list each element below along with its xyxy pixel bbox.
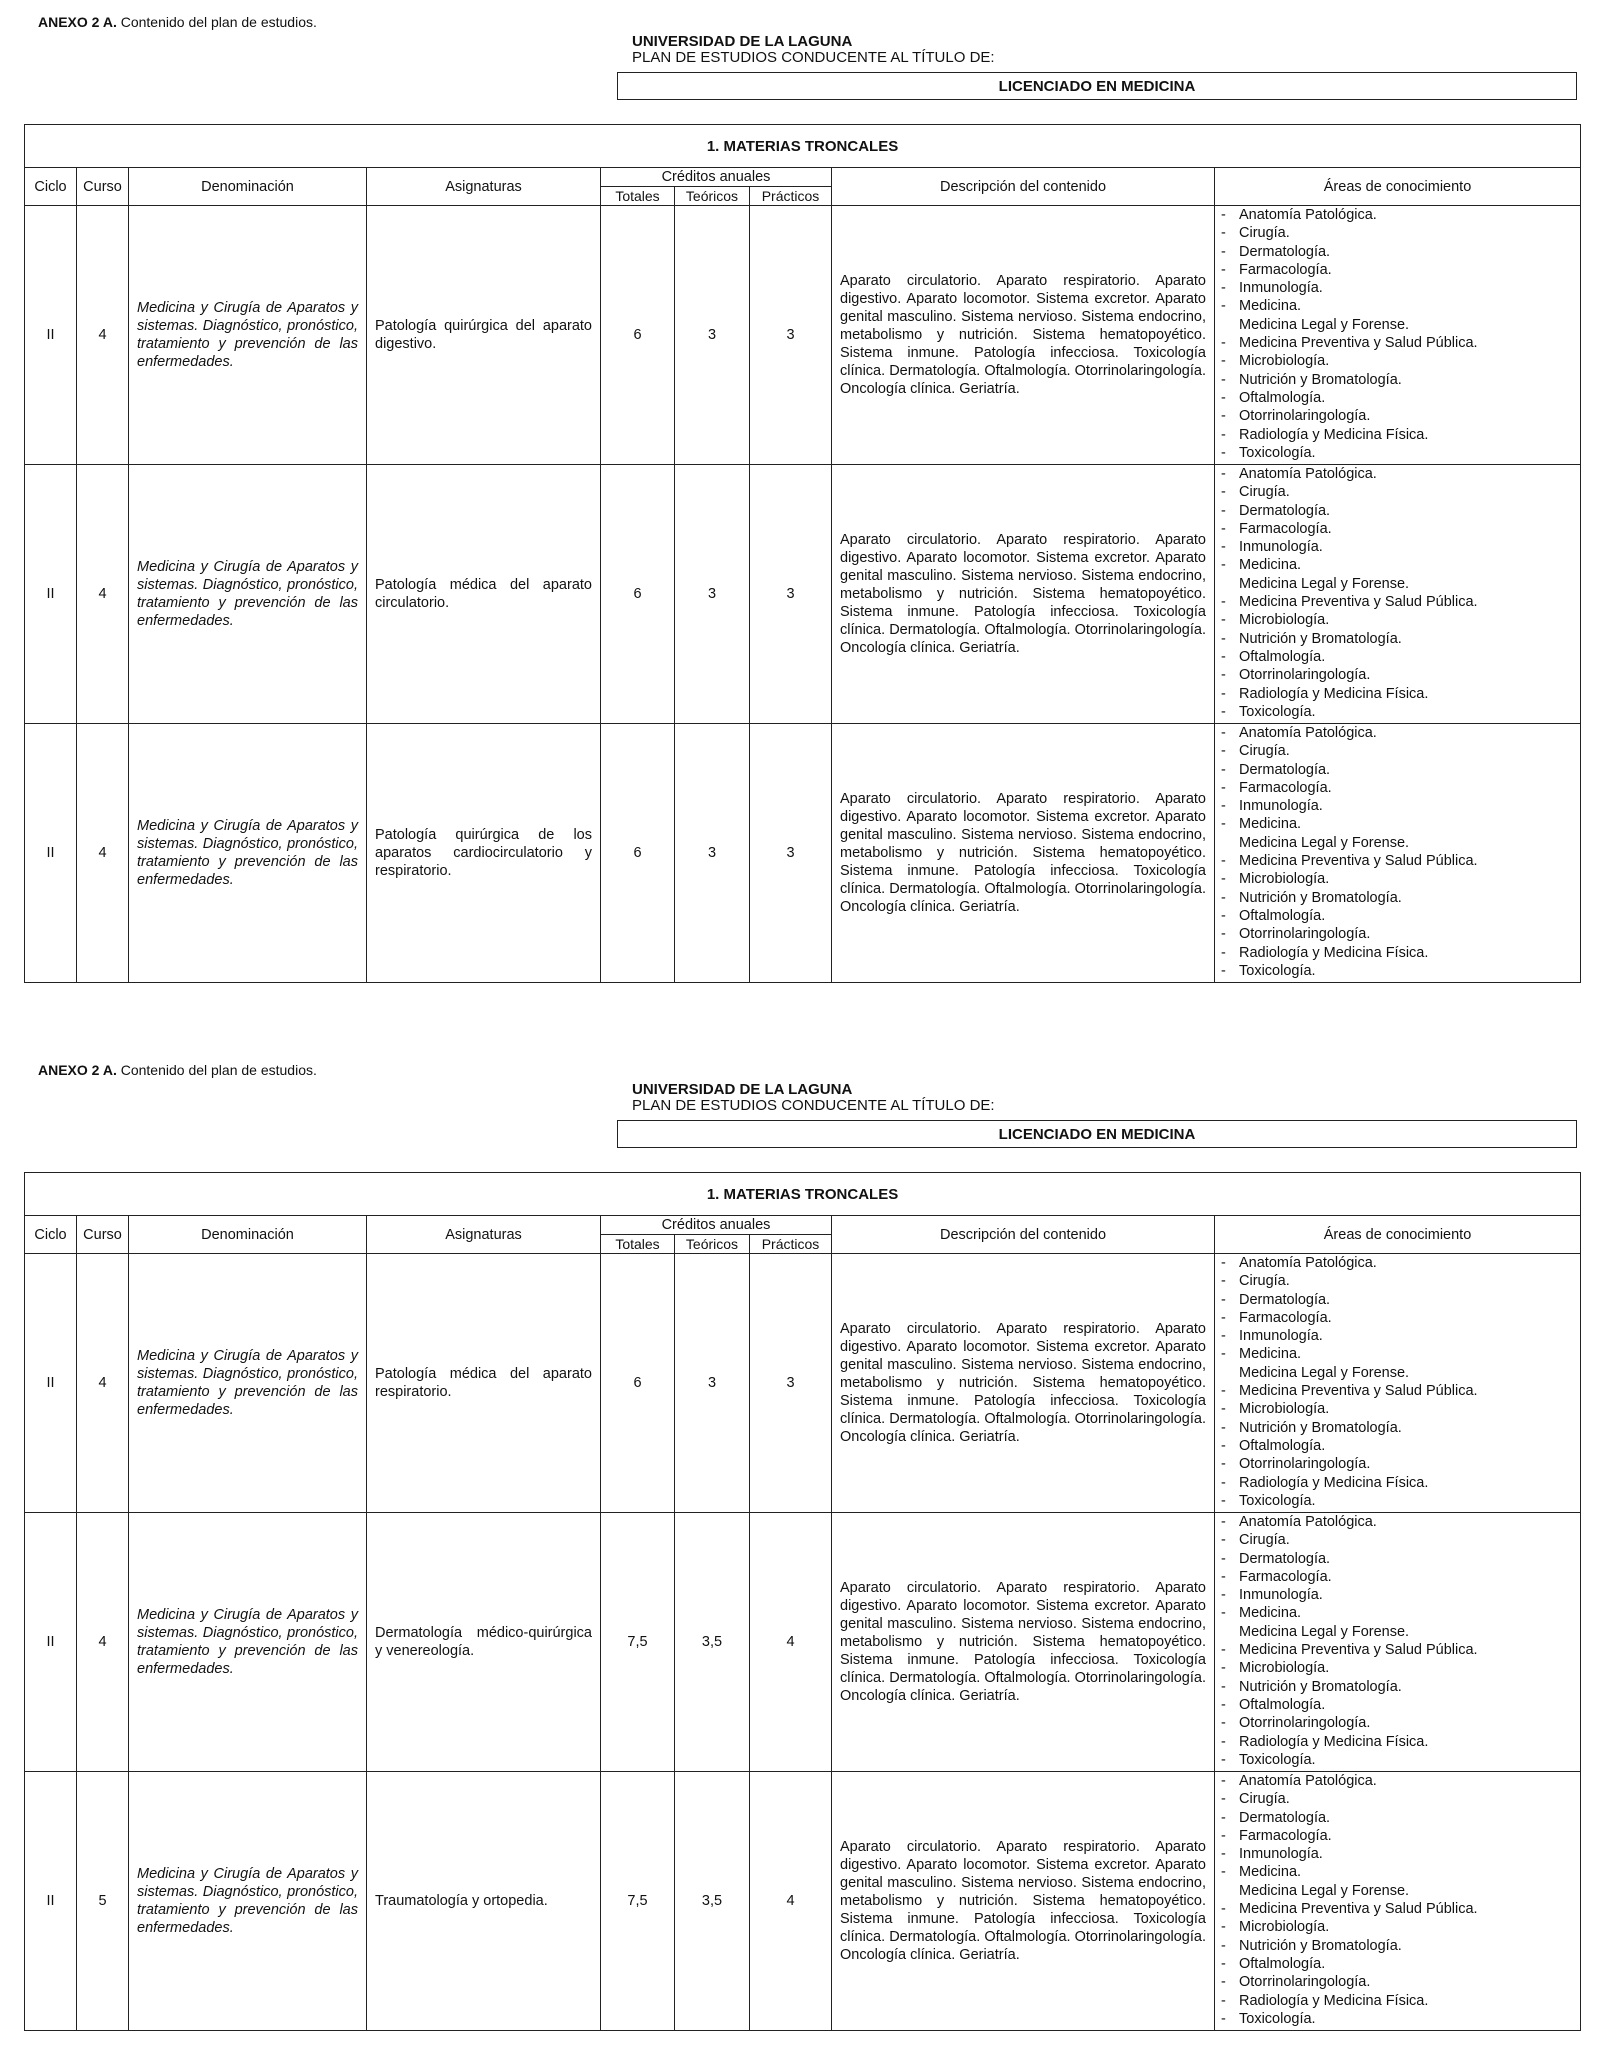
area-item: - Radiología y Medicina Física. — [1219, 1733, 1576, 1751]
curso-cell: 4 — [77, 206, 129, 465]
descripcion-cell: Aparato circulatorio. Aparato respiratorio. Aparato digestivo. Aparato locomotor. Sistema excretor. Aparato genital masculino. Sistema nervioso. Sistema endocrino, metabolismo y nutrición. Sistema hematopoyético. Sistema inmune. Patología infecciosa. Toxicología clínica. Dermatología. Oftalmología. Otorrinolaringología. Oncología clínica. Geriatría. — [832, 1772, 1215, 2031]
annex-text: Contenido del plan de estudios. — [116, 14, 317, 30]
area-item: - Medicina. — [1219, 1604, 1576, 1622]
header-practicos: Prácticos — [750, 1235, 832, 1254]
area-item: - Oftalmología. — [1219, 648, 1576, 666]
area-item: - Nutrición y Bromatología. — [1219, 630, 1576, 648]
annex-label: ANEXO 2 A. — [38, 14, 117, 30]
annex-heading — [38, 14, 317, 30]
curso-cell: 4 — [77, 1254, 129, 1513]
area-item: - Inmunología. — [1219, 797, 1576, 815]
header-teoricos: Teóricos — [675, 1235, 750, 1254]
descripcion-cell: Aparato circulatorio. Aparato respiratorio. Aparato digestivo. Aparato locomotor. Sistema excretor. Aparato genital masculino. Sistema nervioso. Sistema endocrino, metabolismo y nutrición. Sistema hematopoyético. Sistema inmune. Patología infecciosa. Toxicología clínica. Dermatología. Oftalmología. Otorrinolaringología. Oncología clínica. Geriatría. — [832, 1254, 1215, 1513]
area-item: - Farmacología. — [1219, 1827, 1576, 1845]
header-curso: Curso — [77, 1216, 129, 1254]
area-item: - Farmacología. — [1219, 1309, 1576, 1327]
practicos-cell: 4 — [750, 1513, 832, 1772]
area-item: - Oftalmología. — [1219, 907, 1576, 925]
area-item: - Microbiología. — [1219, 611, 1576, 629]
degree-title: LICENCIADO EN MEDICINA — [617, 1120, 1577, 1148]
teoricos-cell: 3,5 — [675, 1513, 750, 1772]
denominacion-cell: Medicina y Cirugía de Aparatos y sistemas. Diagnóstico, pronóstico, tratamiento y prevención de las enfermedades. — [129, 1254, 367, 1513]
area-item: - Inmunología. — [1219, 538, 1576, 556]
area-item: - Dermatología. — [1219, 502, 1576, 520]
totales-cell: 6 — [601, 1254, 675, 1513]
area-item: Medicina Legal y Forense. — [1239, 834, 1410, 851]
ciclo-cell: II — [25, 465, 77, 724]
area-item: - Microbiología. — [1219, 352, 1576, 370]
area-item: Medicina Legal y Forense. — [1239, 316, 1410, 333]
header-totales: Totales — [601, 1235, 675, 1254]
header-ciclo: Ciclo — [25, 168, 77, 206]
header-areas: Áreas de conocimiento — [1215, 168, 1581, 206]
teoricos-cell: 3,5 — [675, 1772, 750, 2031]
area-item: - Medicina Preventiva y Salud Pública. — [1219, 593, 1576, 611]
practicos-cell: 4 — [750, 1772, 832, 2031]
area-item: - Radiología y Medicina Física. — [1219, 944, 1576, 962]
descripcion-cell: Aparato circulatorio. Aparato respiratorio. Aparato digestivo. Aparato locomotor. Sistema excretor. Aparato genital masculino. Sistema nervioso. Sistema endocrino, metabolismo y nutrición. Sistema hematopoyético. Sistema inmune. Patología infecciosa. Toxicología clínica. Dermatología. Oftalmología. Otorrinolaringología. Oncología clínica. Geriatría. — [832, 724, 1215, 983]
curso-cell: 4 — [77, 724, 129, 983]
area-item: - Farmacología. — [1219, 1568, 1576, 1586]
asignatura-cell: Patología quirúrgica del aparato digestivo. — [367, 206, 601, 465]
area-item: - Oftalmología. — [1219, 1955, 1576, 1973]
area-item: - Otorrinolaringología. — [1219, 407, 1576, 425]
area-item: - Otorrinolaringología. — [1219, 925, 1576, 943]
areas-cell — [1215, 206, 1581, 465]
asignatura-cell: Traumatología y ortopedia. — [367, 1772, 601, 2031]
teoricos-cell: 3 — [675, 724, 750, 983]
area-item: - Toxicología. — [1219, 1751, 1576, 1769]
area-item: - Anatomía Patológica. — [1219, 465, 1576, 483]
areas-cell — [1215, 465, 1581, 724]
table-row — [25, 724, 1581, 983]
header-areas: Áreas de conocimiento — [1215, 1216, 1581, 1254]
curso-cell: 4 — [77, 465, 129, 724]
annex-text: Contenido del plan de estudios. — [116, 1062, 317, 1078]
area-item: - Radiología y Medicina Física. — [1219, 1474, 1576, 1492]
area-item: - Nutrición y Bromatología. — [1219, 1937, 1576, 1955]
header-teoricos: Teóricos — [675, 187, 750, 206]
asignatura-cell: Patología médica del aparato respiratorio. — [367, 1254, 601, 1513]
university-block — [632, 1082, 995, 1114]
asignatura-cell: Dermatología médico-quirúrgica y venereología. — [367, 1513, 601, 1772]
area-item: - Inmunología. — [1219, 1586, 1576, 1604]
header-denominacion: Denominación — [129, 1216, 367, 1254]
area-item: - Dermatología. — [1219, 761, 1576, 779]
denominacion-cell: Medicina y Cirugía de Aparatos y sistemas. Diagnóstico, pronóstico, tratamiento y prevención de las enfermedades. — [129, 724, 367, 983]
totales-cell: 6 — [601, 206, 675, 465]
header-curso: Curso — [77, 168, 129, 206]
area-item: - Microbiología. — [1219, 870, 1576, 888]
annex-heading — [38, 1062, 317, 1078]
header-asignaturas: Asignaturas — [367, 168, 601, 206]
area-item: - Otorrinolaringología. — [1219, 1714, 1576, 1732]
table-row — [25, 1513, 1581, 1772]
ciclo-cell: II — [25, 724, 77, 983]
practicos-cell: 3 — [750, 1254, 832, 1513]
descripcion-cell: Aparato circulatorio. Aparato respiratorio. Aparato digestivo. Aparato locomotor. Sistema excretor. Aparato genital masculino. Sistema nervioso. Sistema endocrino, metabolismo y nutrición. Sistema hematopoyético. Sistema inmune. Patología infecciosa. Toxicología clínica. Dermatología. Oftalmología. Otorrinolaringología. Oncología clínica. Geriatría. — [832, 206, 1215, 465]
university-name: UNIVERSIDAD DE LA LAGUNA — [632, 1081, 853, 1098]
denominacion-cell: Medicina y Cirugía de Aparatos y sistemas. Diagnóstico, pronóstico, tratamiento y prevención de las enfermedades. — [129, 206, 367, 465]
areas-list — [1219, 1254, 1576, 1510]
area-item: - Nutrición y Bromatología. — [1219, 889, 1576, 907]
areas-cell — [1215, 1254, 1581, 1513]
area-item: - Cirugía. — [1219, 1272, 1576, 1290]
area-item: Medicina Legal y Forense. — [1239, 1364, 1410, 1381]
header-creditos: Créditos anuales — [601, 168, 832, 187]
area-item: - Farmacología. — [1219, 520, 1576, 538]
university-name: UNIVERSIDAD DE LA LAGUNA — [632, 33, 853, 50]
area-item: - Medicina. — [1219, 1863, 1576, 1881]
curso-cell: 5 — [77, 1772, 129, 2031]
areas-list — [1219, 1513, 1576, 1769]
area-item: - Dermatología. — [1219, 243, 1576, 261]
area-item: Medicina Legal y Forense. — [1239, 1623, 1410, 1640]
area-item: - Nutrición y Bromatología. — [1219, 1678, 1576, 1696]
area-item: - Radiología y Medicina Física. — [1219, 685, 1576, 703]
totales-cell: 7,5 — [601, 1513, 675, 1772]
section-title: 1. MATERIAS TRONCALES — [25, 1173, 1581, 1216]
subjects-table — [24, 1172, 1581, 2031]
area-item: - Cirugía. — [1219, 742, 1576, 760]
area-item: - Oftalmología. — [1219, 1437, 1576, 1455]
area-item: - Medicina Preventiva y Salud Pública. — [1219, 1641, 1576, 1659]
section-title: 1. MATERIAS TRONCALES — [25, 125, 1581, 168]
header-denominacion: Denominación — [129, 168, 367, 206]
table-row — [25, 1254, 1581, 1513]
area-item: - Medicina. — [1219, 815, 1576, 833]
area-item: - Otorrinolaringología. — [1219, 1455, 1576, 1473]
area-item: - Anatomía Patológica. — [1219, 724, 1576, 742]
area-item: - Farmacología. — [1219, 261, 1576, 279]
practicos-cell: 3 — [750, 206, 832, 465]
plan-line: PLAN DE ESTUDIOS CONDUCENTE AL TÍTULO DE: — [632, 49, 995, 66]
area-item: - Nutrición y Bromatología. — [1219, 1419, 1576, 1437]
area-item: - Cirugía. — [1219, 483, 1576, 501]
ciclo-cell: II — [25, 206, 77, 465]
area-item: - Medicina. — [1219, 1345, 1576, 1363]
ciclo-cell: II — [25, 1772, 77, 2031]
area-item: - Cirugía. — [1219, 224, 1576, 242]
area-item: - Medicina. — [1219, 556, 1576, 574]
descripcion-cell: Aparato circulatorio. Aparato respiratorio. Aparato digestivo. Aparato locomotor. Sistema excretor. Aparato genital masculino. Sistema nervioso. Sistema endocrino, metabolismo y nutrición. Sistema hematopoyético. Sistema inmune. Patología infecciosa. Toxicología clínica. Dermatología. Oftalmología. Otorrinolaringología. Oncología clínica. Geriatría. — [832, 465, 1215, 724]
asignatura-cell: Patología médica del aparato circulatorio. — [367, 465, 601, 724]
teoricos-cell: 3 — [675, 465, 750, 724]
area-item: - Oftalmología. — [1219, 389, 1576, 407]
areas-cell — [1215, 1772, 1581, 2031]
areas-cell — [1215, 724, 1581, 983]
area-item: - Inmunología. — [1219, 279, 1576, 297]
area-item: - Medicina. — [1219, 297, 1576, 315]
area-item: - Anatomía Patológica. — [1219, 1513, 1576, 1531]
areas-list — [1219, 724, 1576, 980]
areas-list — [1219, 206, 1576, 462]
subjects-table — [24, 124, 1581, 983]
plan-line: PLAN DE ESTUDIOS CONDUCENTE AL TÍTULO DE: — [632, 1097, 995, 1114]
area-item: - Toxicología. — [1219, 703, 1576, 721]
area-item: - Dermatología. — [1219, 1291, 1576, 1309]
denominacion-cell: Medicina y Cirugía de Aparatos y sistemas. Diagnóstico, pronóstico, tratamiento y prevención de las enfermedades. — [129, 465, 367, 724]
area-item: - Otorrinolaringología. — [1219, 1973, 1576, 1991]
denominacion-cell: Medicina y Cirugía de Aparatos y sistemas. Diagnóstico, pronóstico, tratamiento y prevención de las enfermedades. — [129, 1513, 367, 1772]
descripcion-cell: Aparato circulatorio. Aparato respiratorio. Aparato digestivo. Aparato locomotor. Sistema excretor. Aparato genital masculino. Sistema nervioso. Sistema endocrino, metabolismo y nutrición. Sistema hematopoyético. Sistema inmune. Patología infecciosa. Toxicología clínica. Dermatología. Oftalmología. Otorrinolaringología. Oncología clínica. Geriatría. — [832, 1513, 1215, 1772]
header-descripcion: Descripción del contenido — [832, 1216, 1215, 1254]
totales-cell: 6 — [601, 724, 675, 983]
area-item: - Microbiología. — [1219, 1400, 1576, 1418]
area-item: - Medicina Preventiva y Salud Pública. — [1219, 334, 1576, 352]
teoricos-cell: 3 — [675, 206, 750, 465]
area-item: - Radiología y Medicina Física. — [1219, 1992, 1576, 2010]
header-totales: Totales — [601, 187, 675, 206]
area-item: - Inmunología. — [1219, 1327, 1576, 1345]
area-item: - Cirugía. — [1219, 1790, 1576, 1808]
area-item: - Toxicología. — [1219, 444, 1576, 462]
area-item: - Toxicología. — [1219, 1492, 1576, 1510]
header-practicos: Prácticos — [750, 187, 832, 206]
area-item: - Medicina Preventiva y Salud Pública. — [1219, 1900, 1576, 1918]
area-item: - Inmunología. — [1219, 1845, 1576, 1863]
ciclo-cell: II — [25, 1254, 77, 1513]
teoricos-cell: 3 — [675, 1254, 750, 1513]
area-item: - Radiología y Medicina Física. — [1219, 426, 1576, 444]
areas-list — [1219, 1772, 1576, 2028]
asignatura-cell: Patología quirúrgica de los aparatos cardiocirculatorio y respiratorio. — [367, 724, 601, 983]
area-item: - Oftalmología. — [1219, 1696, 1576, 1714]
header-creditos: Créditos anuales — [601, 1216, 832, 1235]
table-row — [25, 465, 1581, 724]
denominacion-cell: Medicina y Cirugía de Aparatos y sistemas. Diagnóstico, pronóstico, tratamiento y prevención de las enfermedades. — [129, 1772, 367, 2031]
area-item: - Nutrición y Bromatología. — [1219, 371, 1576, 389]
table-row — [25, 206, 1581, 465]
area-item: - Anatomía Patológica. — [1219, 1772, 1576, 1790]
area-item: - Microbiología. — [1219, 1659, 1576, 1677]
area-item: - Otorrinolaringología. — [1219, 666, 1576, 684]
area-item: - Medicina Preventiva y Salud Pública. — [1219, 1382, 1576, 1400]
university-block — [632, 34, 995, 66]
practicos-cell: 3 — [750, 724, 832, 983]
area-item: - Cirugía. — [1219, 1531, 1576, 1549]
area-item: - Dermatología. — [1219, 1809, 1576, 1827]
area-item: Medicina Legal y Forense. — [1239, 1882, 1410, 1899]
area-item: Medicina Legal y Forense. — [1239, 575, 1410, 592]
area-item: - Anatomía Patológica. — [1219, 1254, 1576, 1272]
degree-title: LICENCIADO EN MEDICINA — [617, 72, 1577, 100]
annex-label: ANEXO 2 A. — [38, 1062, 117, 1078]
area-item: - Dermatología. — [1219, 1550, 1576, 1568]
area-item: - Toxicología. — [1219, 2010, 1576, 2028]
curso-cell: 4 — [77, 1513, 129, 1772]
header-descripcion: Descripción del contenido — [832, 168, 1215, 206]
area-item: - Farmacología. — [1219, 779, 1576, 797]
areas-list — [1219, 465, 1576, 721]
area-item: - Toxicología. — [1219, 962, 1576, 980]
area-item: - Microbiología. — [1219, 1918, 1576, 1936]
area-item: - Anatomía Patológica. — [1219, 206, 1576, 224]
area-item: - Medicina Preventiva y Salud Pública. — [1219, 852, 1576, 870]
header-ciclo: Ciclo — [25, 1216, 77, 1254]
totales-cell: 6 — [601, 465, 675, 724]
practicos-cell: 3 — [750, 465, 832, 724]
header-asignaturas: Asignaturas — [367, 1216, 601, 1254]
table-row — [25, 1772, 1581, 2031]
totales-cell: 7,5 — [601, 1772, 675, 2031]
areas-cell — [1215, 1513, 1581, 1772]
ciclo-cell: II — [25, 1513, 77, 1772]
